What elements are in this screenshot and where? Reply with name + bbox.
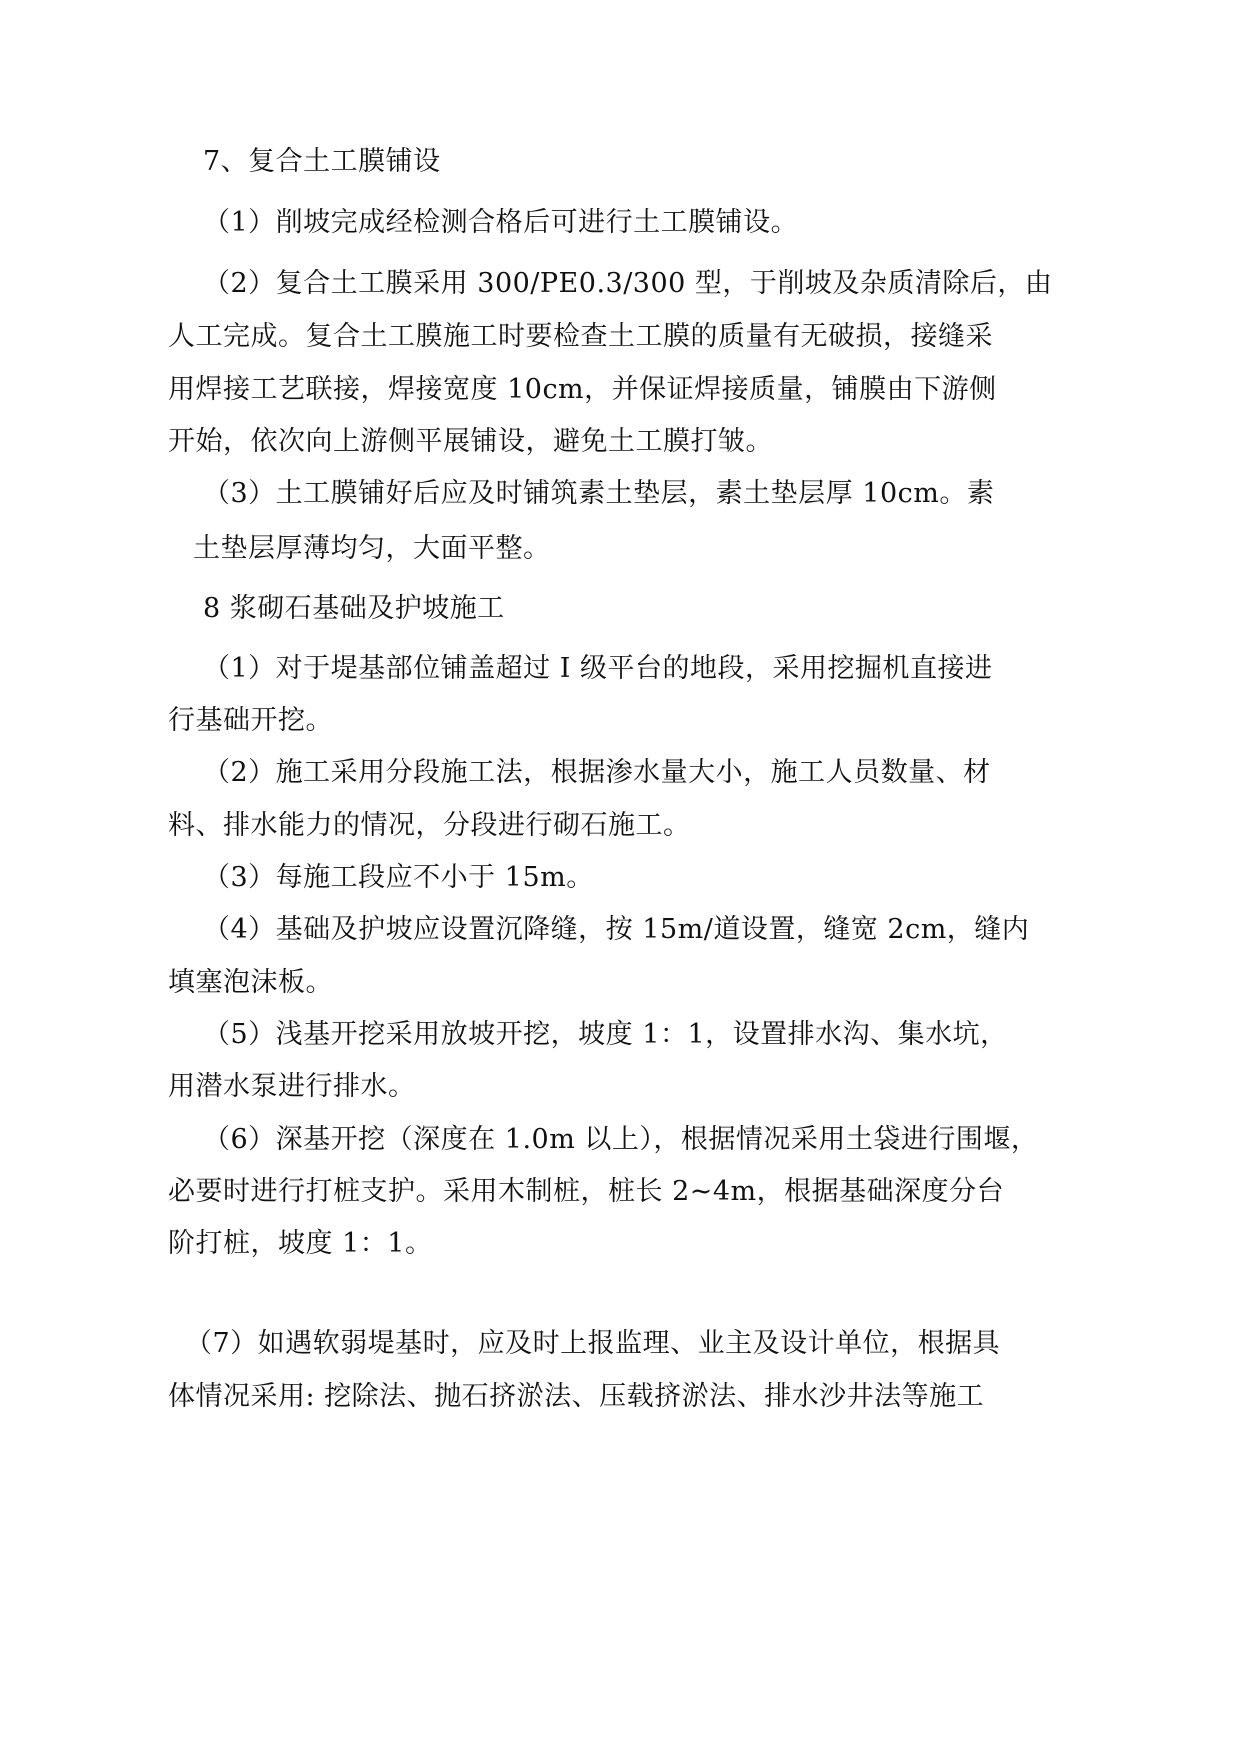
paragraph-line: （1）削坡完成经检测合格后可进行土工膜铺设。 — [203, 207, 799, 238]
paragraph-line: （6）深基开挖（深度在 1.0m 以上），根据情况采用土袋进行围堰， — [203, 1124, 1039, 1155]
paragraph-line: 行基础开挖。 — [168, 705, 333, 736]
paragraph-line: （2）复合土工膜采用 300/PE0.3/300 型，于削坡及杂质清除后，由 — [203, 268, 1053, 299]
paragraph-line: （1）对于堤基部位铺盖超过 I 级平台的地段，采用挖掘机直接进 — [203, 653, 993, 684]
paragraph-line: （3）土工膜铺好后应及时铺筑素土垫层，素土垫层厚 10cm。素 — [203, 478, 995, 509]
paragraph-line: （5）浅基开挖采用放坡开挖，坡度 1：1，设置排水沟、集水坑， — [203, 1019, 1008, 1050]
paragraph-line: 人工完成。复合土工膜施工时要检查土工膜的质量有无破损，接缝采 — [168, 321, 993, 352]
paragraph-line: 用潜水泵进行排水。 — [168, 1071, 416, 1102]
paragraph-line: （2）施工采用分段施工法，根据渗水量大小，施工人员数量、材 — [203, 757, 991, 788]
paragraph-line: 开始，依次向上游侧平展铺设，避免土工膜打皱。 — [168, 426, 773, 457]
paragraph-line: 填塞泡沫板。 — [168, 967, 333, 998]
paragraph-line: 料、排水能力的情况，分段进行砌石施工。 — [168, 810, 691, 841]
paragraph-line: 体情况采用: 挖除法、抛石挤淤法、压载挤淤法、排水沙井法等施工 — [168, 1381, 985, 1412]
paragraph-line: 必要时进行打桩支护。采用木制桩，桩长 2~4m，根据基础深度分台 — [168, 1176, 1005, 1207]
paragraph-line: （4）基础及护坡应设置沉降缝，按 15m/道设置，缝宽 2cm，缝内 — [203, 914, 1030, 945]
section-heading-7: 7、复合土工膜铺设 — [203, 146, 441, 177]
section-heading-8: 8 浆砌石基础及护坡施工 — [203, 593, 505, 624]
paragraph-line: 土垫层厚薄均匀，大面平整。 — [193, 533, 551, 564]
paragraph-line: （7）如遇软弱堤基时，应及时上报监理、业主及设计单位，根据具 — [185, 1328, 1001, 1359]
paragraph-line: 用焊接工艺联接，焊接宽度 10cm，并保证焊接质量，铺膜由下游侧 — [168, 374, 997, 405]
paragraph-line: （3）每施工段应不小于 15m。 — [203, 862, 594, 893]
paragraph-line: 阶打桩，坡度 1：1。 — [168, 1228, 433, 1259]
